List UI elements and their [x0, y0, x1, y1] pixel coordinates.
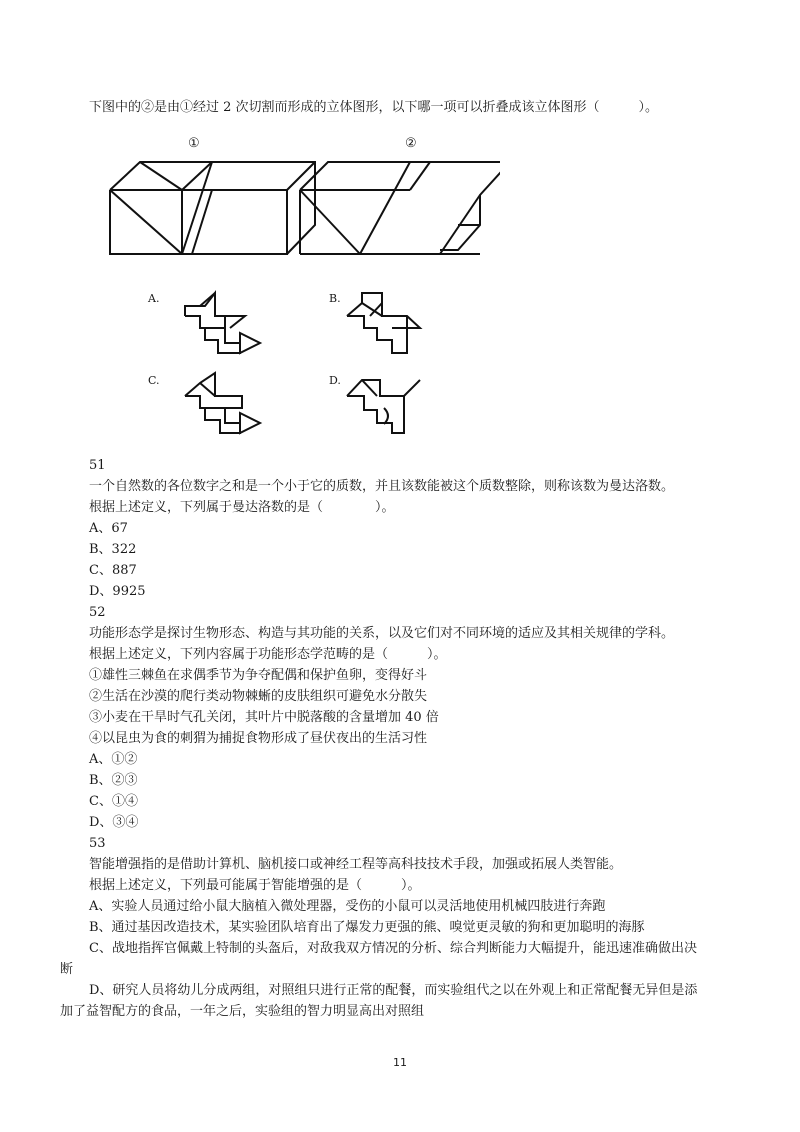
figure-label-2: ② — [405, 136, 417, 151]
question-52-option-c: C、①④ — [89, 794, 138, 809]
question-52-stem-2: 根据上述定义，下列内容属于功能形态学范畴的是（ ）。 — [89, 647, 447, 662]
question-52-item-2: ②生活在沙漠的爬行类动物棘蜥的皮肤组织可避免水分散失 — [89, 689, 428, 704]
question-51-number: 51 — [89, 458, 106, 473]
solid-figures-diagram — [100, 150, 500, 285]
question-51-stem-1: 一个自然数的各位数字之和是一个小于它的质数，并且该数能被这个质数整除，则称该数为曼达洛数。 — [89, 479, 675, 494]
question-53-option-b: B、通过基因改造技术，某实验团队培育出了爆发力更强的熊、嗅觉更灵敏的狗和更加聪明的海豚 — [89, 920, 645, 935]
question-53-stem-2: 根据上述定义，下列最可能属于智能增强的是（ ）。 — [89, 878, 421, 893]
question-51-option-c: C、887 — [89, 563, 137, 578]
page-number: 11 — [393, 1056, 407, 1069]
question-51-option-a: A、67 — [89, 521, 128, 536]
question-53-number: 53 — [89, 836, 106, 851]
option-b-label: B. — [329, 292, 341, 305]
option-d-label: D. — [329, 374, 341, 387]
question-51-option-d: D、9925 — [89, 584, 146, 599]
question-51-option-b: B、322 — [89, 542, 137, 557]
option-a-label: A. — [148, 292, 160, 305]
figure-question-text: 下图中的②是由①经过 2 次切割而形成的立体图形，以下哪一项可以折叠成该立体图形（ ）。 — [89, 100, 659, 115]
question-51-stem-2: 根据上述定义，下列属于曼达洛数的是（ ）。 — [89, 500, 395, 515]
question-52-option-d: D、③④ — [89, 815, 139, 830]
question-53-option-c-line-2: 断 — [60, 962, 74, 977]
question-52-option-b: B、②③ — [89, 773, 138, 788]
option-a-net — [180, 288, 270, 358]
question-53-option-c-line-1: C、战地指挥官佩戴上特制的头盔后，对敌我双方情况的分析、综合判断能力大幅提升，能迅速准确做出决 — [89, 941, 697, 956]
figure-label-1: ① — [188, 136, 200, 151]
question-53-option-d-line-2: 加了益智配方的食品，一年之后，实验组的智力明显高出对照组 — [60, 1004, 425, 1019]
question-53-option-d-line-1: D、研究人员将幼儿分成两组，对照组只进行正常的配餐，而实验组代之以在外观上和正常配餐无异但是添 — [89, 983, 698, 998]
option-b-net — [342, 288, 432, 358]
option-c-net — [180, 368, 270, 438]
question-52-item-1: ①雄性三棘鱼在求偶季节为争夺配偶和保护鱼卵，变得好斗 — [89, 668, 428, 683]
question-52-item-3: ③小麦在干旱时气孔关闭，其叶片中脱落酸的含量增加 40 倍 — [89, 710, 439, 725]
option-c-label: C. — [148, 374, 160, 387]
question-53-stem-1: 智能增强指的是借助计算机、脑机接口或神经工程等高科技技术手段，加强或拓展人类智能。 — [89, 857, 623, 872]
question-52-stem-1: 功能形态学是探讨生物形态、构造与其功能的关系，以及它们对不同环境的适应及其相关规律的学科。 — [89, 626, 675, 641]
question-52-item-4: ④以昆虫为食的刺猬为捕捉食物形成了昼伏夜出的生活习性 — [89, 731, 428, 746]
question-52-option-a: A、①② — [89, 752, 138, 767]
question-52-number: 52 — [89, 605, 106, 620]
option-d-net — [342, 368, 432, 438]
question-53-option-a: A、实验人员通过给小鼠大脑植入微处理器，受伤的小鼠可以灵活地使用机械四肢进行奔跑 — [89, 899, 606, 914]
